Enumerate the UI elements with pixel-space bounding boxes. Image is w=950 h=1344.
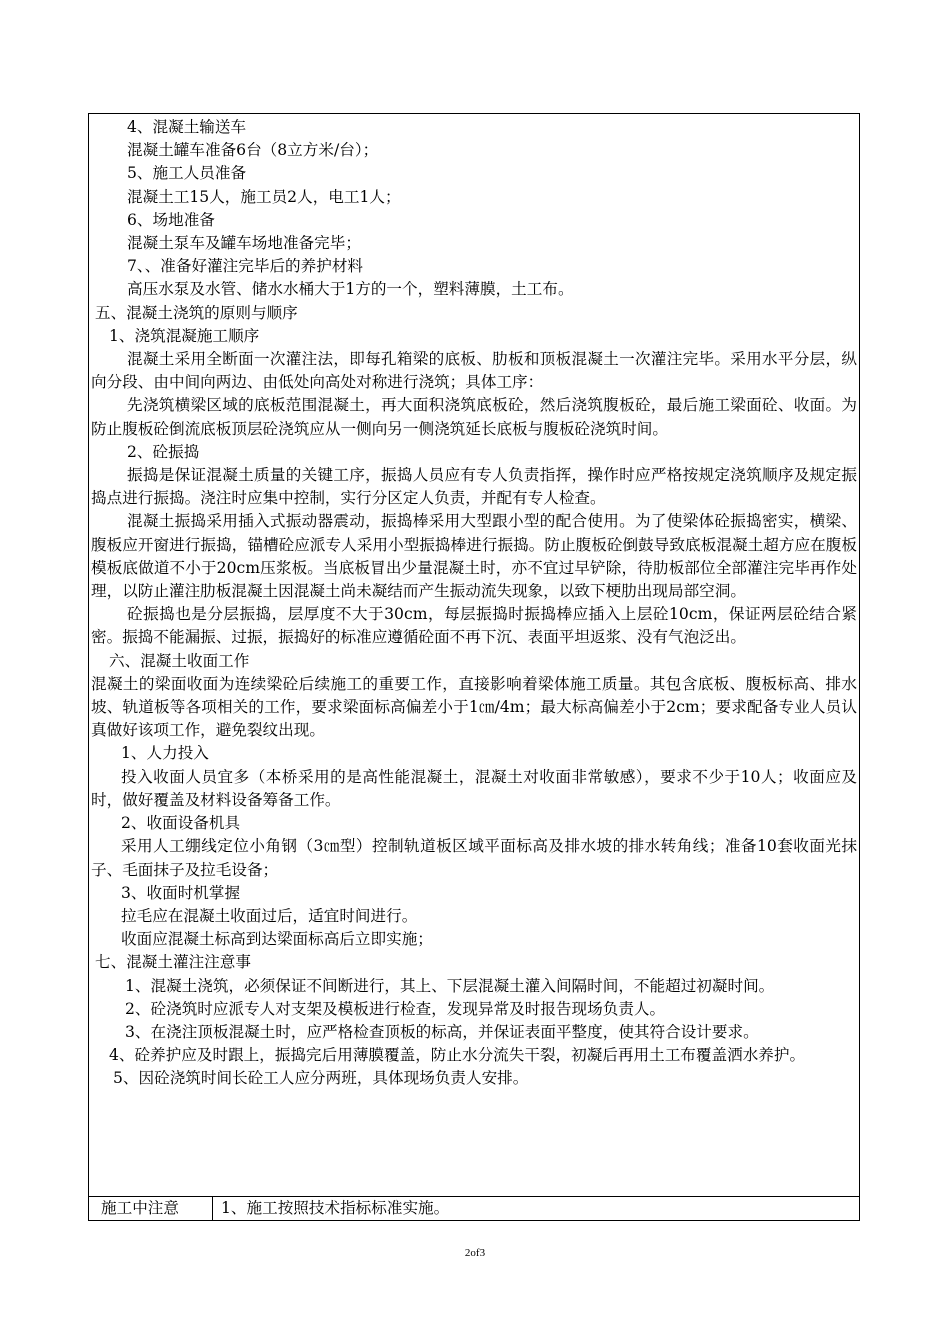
notes-value: 1、施工按照技术指标标准实施。 (221, 1199, 450, 1217)
document-paragraph: 2、砼振捣 (127, 442, 200, 461)
document-paragraph: 六、混凝土收面工作 (109, 651, 250, 670)
document-paragraph: 2、砼浇筑时应派专人对支架及模板进行检查，发现异常及时报告现场负责人。 (125, 999, 666, 1018)
document-paragraph: 采用人工绷线定位小角钢（3㎝型）控制轨道板区域平面标高及排水坡的排水转角线；准备10套收面光抹子、毛面抹子及拉毛设备； (91, 837, 857, 879)
document-paragraph: 混凝土工15人，施工员2人，电工1人； (127, 187, 401, 206)
document-paragraph: 混凝土采用全断面一次灌注法，即每孔箱梁的底板、肋板和顶板混凝土一次灌注完毕。采用水平分层，纵向分段、由中间向两边、由低处向高处对称进行浇筑；具体工序： (91, 350, 857, 392)
document-paragraph: 6、场地准备 (127, 210, 215, 229)
document-paragraph: 4、砼养护应及时跟上，振捣完后用薄膜覆盖，防止水分流失干裂，初凝后再用土工布覆盖洒水养护。 (109, 1046, 806, 1065)
document-paragraph: 3、收面时机掌握 (121, 883, 241, 902)
document-paragraph: 混凝土的梁面收面为连续梁砼后续施工的重要工作，直接影响着梁体施工质量。其包含底板、腹板标高、排水坡、轨道板等各项相关的工作，要求梁面标高偏差小于1㎝/4m；最大标高偏差小于2cm；要求配备专业人员认真做好该项工作，避免裂纹出现。 (91, 674, 857, 740)
document-paragraph: 砼振捣也是分层振捣，层厚度不大于30cm，每层振捣时振捣棒应插入上层砼10cm，保证两层砼结合紧密。振捣不能漏振、过振，振捣好的标准应遵循砼面不再下沉、表面平坦返浆、没有气泡泛出。 (91, 605, 857, 647)
document-paragraph: 1、人力投入 (121, 744, 209, 763)
document-paragraph: 混凝土罐车准备6台（8立方米/台）； (127, 141, 379, 160)
document-paragraph: 混凝土泵车及罐车场地准备完毕； (127, 234, 361, 253)
document-paragraph: 拉毛应在混凝土收面过后，适宜时间进行。 (121, 906, 418, 925)
document-paragraph: 先浇筑横梁区域的底板范围混凝土，再大面积浇筑底板砼，然后浇筑腹板砼，最后施工梁面砼、收面。为防止腹板砼倒流底板顶层砼浇筑应从一侧向另一侧浇筑延长底板与腹板砼浇筑时间。 (91, 396, 857, 438)
document-paragraph: 3、在浇注顶板混凝土时，应严格检查顶板的标高，并保证表面平整度，使其符合设计要求。 (125, 1022, 759, 1041)
document-paragraph: 投入收面人员宜多（本桥采用的是高性能混凝土，混凝土对收面非常敏感），要求不少于10人；收面应及时，做好覆盖及材料设备筹备工作。 (91, 767, 857, 809)
document-paragraph: 7、、准备好灌注完毕后的养护材料 (127, 257, 364, 276)
document-paragraph: 振捣是保证混凝土质量的关键工序，振捣人员应有专人负责指挥，操作时应严格按规定浇筑顺序及规定振捣点进行振捣。浇注时应集中控制，实行分区定人负责，并配有专人检查。 (91, 466, 857, 508)
notes-label: 施工中注意 (89, 1197, 213, 1220)
document-paragraph: 5、施工人员准备 (127, 164, 247, 183)
document-paragraph: 5、因砼浇筑时间长砼工人应分两班，具体现场负责人安排。 (113, 1069, 529, 1088)
document-paragraph: 五、混凝土浇筑的原则与顺序 (95, 303, 298, 322)
page-number: 2of3 (464, 1247, 486, 1259)
document-paragraph: 混凝土振捣采用插入式振动器震动，振捣棒采用大型跟小型的配合使用。为了使梁体砼振捣密实，横梁、腹板应开窗进行振捣，锚槽砼应派专人采用小型振捣棒进行振捣。防止腹板砼倒鼓导致底板混凝土超方应在腹板模板底做道不小于20cm压浆板。当底板冒出少量混凝土时，亦不宜过早铲除，待肋板部位全部灌注完毕再作处理，以防止灌注肋板混凝土因混凝土尚未凝结而产生振动流失现象，以致下梗肋出现局部空洞。 (91, 512, 857, 601)
document-paragraph: 高压水泵及水管、储水水桶大于1方的一个，塑料薄膜，土工布。 (127, 280, 574, 299)
document-paragraph: 4、混凝土输送车 (127, 118, 247, 136)
document-paragraph: 2、收面设备机具 (121, 814, 241, 833)
document-table-frame (88, 113, 860, 1221)
document-paragraph: 收面应混凝土标高到达梁面标高后立即实施； (121, 930, 433, 949)
document-body (89, 116, 857, 1091)
document-paragraph: 1、混凝土浇筑，必须保证不间断进行，其上、下层混凝土灌入间隔时间，不能超过初凝时间。 (125, 976, 775, 995)
notes-row (89, 1196, 859, 1220)
document-paragraph: 七、混凝土灌注注意事 (95, 953, 251, 972)
document-paragraph: 1、浇筑混凝施工顺序 (109, 326, 260, 345)
